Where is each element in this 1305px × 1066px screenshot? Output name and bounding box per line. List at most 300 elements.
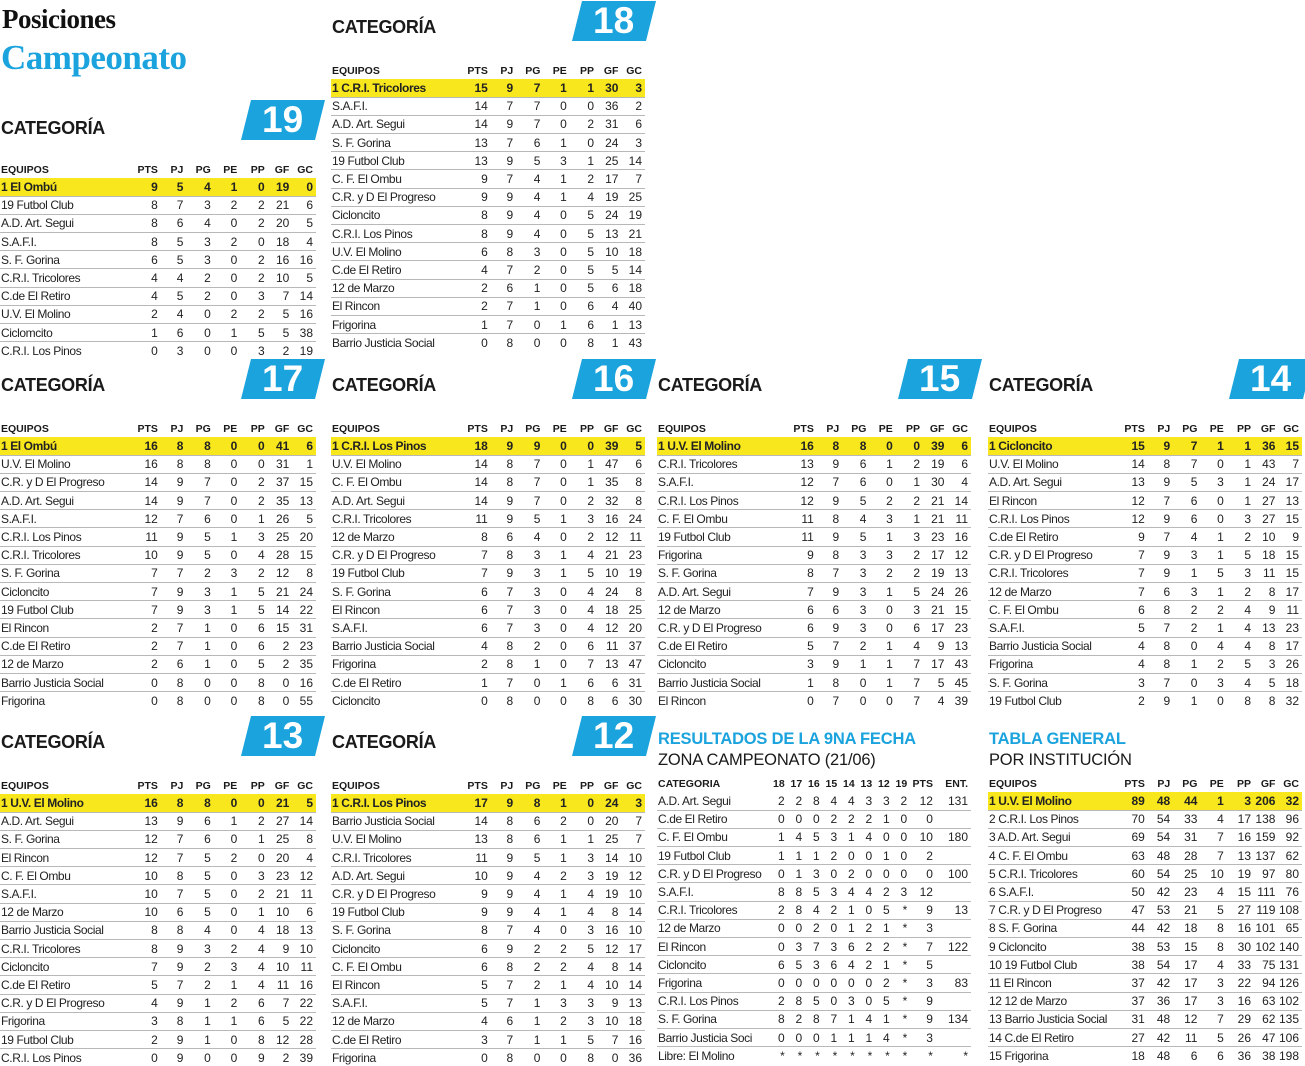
stat-cell: 30	[597, 79, 621, 97]
stat-cell: 11	[1173, 1028, 1200, 1046]
stat-cell: 0	[282, 693, 290, 708]
stat-cell: 3	[840, 992, 858, 1010]
team-name: 19 Futbol Club	[331, 564, 463, 582]
stat-cell: 6	[570, 637, 597, 655]
stat-cell: 9	[176, 1050, 184, 1065]
stat-cell: 9	[463, 188, 491, 206]
table-row	[0, 940, 316, 958]
team-name: C. F. El Ombu	[657, 510, 789, 528]
table-row	[657, 637, 971, 655]
column-header: PE	[1209, 423, 1224, 435]
stat-cell: 1	[543, 673, 569, 691]
stat-cell: 4	[186, 921, 213, 939]
team-name: El Rincon	[658, 693, 706, 708]
stat-cell: 9	[491, 867, 516, 885]
stat-cell: 21	[597, 546, 621, 564]
stat-cell: 2	[875, 938, 893, 956]
stat-cell: 1	[543, 976, 569, 994]
stat-cell: 126	[1278, 974, 1302, 992]
table-row	[331, 885, 645, 903]
stat-cell: 4	[463, 637, 491, 655]
table-row	[657, 1028, 971, 1046]
stat-cell: 5	[186, 849, 213, 867]
stat-cell: 4	[1227, 619, 1254, 637]
column-header: GC	[1283, 423, 1299, 435]
stat-cell: 0	[214, 437, 240, 455]
team-name: Ciclomcito	[0, 324, 132, 342]
stat-cell: 18	[621, 1012, 645, 1030]
stat-cell: 6	[491, 528, 516, 546]
table-row	[657, 564, 971, 582]
stat-cell: 5	[516, 510, 543, 528]
column-header: EQUIPOS	[658, 423, 706, 435]
stat-cell: 24	[597, 206, 621, 224]
stat-cell: 8	[788, 883, 806, 901]
stat-cell: 0	[570, 97, 597, 115]
column-header: GF	[603, 780, 619, 792]
stat-cell: 65	[1278, 919, 1302, 937]
stat-cell: 3	[1120, 673, 1148, 691]
table-row	[988, 992, 1302, 1010]
stat-cell: 1	[132, 324, 160, 342]
table-row	[331, 297, 645, 315]
table-row	[331, 473, 645, 491]
stat-cell	[936, 956, 971, 974]
stat-cell: 1	[240, 830, 267, 848]
column-header: PTS	[467, 423, 488, 435]
stat-cell: 3	[186, 583, 213, 601]
stat-cell: 8	[597, 903, 621, 921]
team-name: C.R. y D El Progreso	[331, 885, 463, 903]
stat-cell: 5	[597, 261, 621, 279]
stat-cell: 1	[214, 178, 240, 196]
stat-cell: *	[893, 938, 911, 956]
stat-cell: 9	[491, 225, 516, 243]
stat-cell: 7	[268, 994, 293, 1012]
stat-cell: 7	[910, 938, 936, 956]
stat-cell: 0	[840, 974, 858, 992]
stat-cell: 1	[463, 673, 491, 691]
stat-cell: 13	[1278, 492, 1302, 510]
stat-cell: 14	[132, 473, 160, 491]
stat-cell: *	[893, 1010, 911, 1028]
table-row	[657, 938, 971, 956]
table-row	[331, 940, 645, 958]
team-name: 1 C.R.I. Los Pinos	[331, 794, 463, 812]
stat-cell: 39	[923, 437, 947, 455]
stat-cell: 0	[151, 344, 158, 359]
table-row	[988, 583, 1302, 601]
results-table	[657, 776, 971, 1065]
stat-cell: 0	[204, 693, 211, 708]
stat-cell: 1	[842, 655, 869, 673]
stat-cell: 16	[132, 794, 160, 812]
header-row	[657, 776, 971, 792]
table-row	[0, 528, 316, 546]
stat-cell: 17	[1278, 583, 1302, 601]
stat-cell: 3	[621, 794, 645, 812]
stat-cell: 31	[292, 619, 316, 637]
stat-cell: 7	[1120, 583, 1148, 601]
stat-cell: 4	[947, 473, 971, 491]
stat-cell: 8	[805, 792, 823, 810]
stat-cell: 26	[1278, 655, 1302, 673]
stat-cell: 7	[1278, 455, 1302, 473]
stat-cell: 7	[1148, 673, 1173, 691]
stat-cell: 15	[1278, 564, 1302, 582]
stat-cell: 22	[292, 601, 316, 619]
stat-cell: 180	[936, 828, 971, 846]
stat-cell: 7	[491, 315, 516, 333]
stat-cell: 8	[240, 1030, 267, 1048]
team-name: S.A.F.I.	[331, 619, 463, 637]
stat-cell: 5	[789, 637, 817, 655]
stat-cell: 11	[597, 637, 621, 655]
stat-cell: 7	[132, 601, 160, 619]
table-row	[988, 828, 1302, 846]
stat-cell: 42	[1148, 883, 1173, 901]
stat-cell: 0	[869, 619, 895, 637]
stat-cell: 24	[597, 134, 621, 152]
team-name: U.V. El Molino	[331, 243, 463, 261]
stat-cell: 2	[570, 492, 597, 510]
stat-cell: 13	[621, 994, 645, 1012]
stat-cell: 9	[491, 940, 516, 958]
stat-cell: 2	[240, 214, 267, 232]
stat-cell: 4	[240, 940, 267, 958]
stat-cell: 0	[1173, 637, 1200, 655]
stat-cell: 7	[161, 637, 187, 655]
stat-cell: 8	[1148, 455, 1173, 473]
stat-cell: 5	[268, 1012, 293, 1030]
stat-cell: 6	[621, 115, 645, 133]
table-row	[331, 315, 645, 333]
team-name: A.D. Art. Segui	[331, 492, 463, 510]
stat-cell: 22	[1227, 974, 1254, 992]
stat-cell: 4	[1200, 637, 1226, 655]
table-row	[331, 546, 645, 564]
stat-cell	[936, 1028, 971, 1046]
stat-cell: 47	[621, 655, 645, 673]
stat-cell: 7	[1148, 492, 1173, 510]
stat-cell: 8	[491, 473, 516, 491]
column-header: GC	[626, 780, 642, 792]
stat-cell: 18	[1254, 546, 1278, 564]
stat-cell: *	[963, 1048, 968, 1063]
stat-cell: 27	[268, 812, 293, 830]
stat-cell: 5	[186, 903, 213, 921]
leader-row	[331, 79, 645, 97]
stat-cell: 1	[186, 637, 213, 655]
stat-cell: 12	[292, 867, 316, 885]
stat-cell: 0	[858, 901, 876, 919]
stat-cell: 3	[789, 655, 817, 673]
team-name: 3 A.D. Art. Segui	[988, 828, 1120, 846]
stat-cell: 9	[491, 188, 516, 206]
stat-cell: 43	[1254, 455, 1278, 473]
stat-cell: 36	[597, 97, 621, 115]
stat-cell: 8	[491, 655, 516, 673]
table-row	[0, 1049, 316, 1066]
stat-cell: 5	[268, 305, 293, 323]
stat-cell: 20	[292, 528, 316, 546]
stat-cell: 198	[1278, 1048, 1299, 1063]
team-name: C.R.I. Tricolores	[657, 455, 789, 473]
table-row	[0, 251, 316, 269]
stat-cell: 7	[896, 673, 923, 691]
table-row	[657, 901, 971, 919]
stat-cell: 2	[516, 261, 543, 279]
stat-cell: 55	[299, 693, 313, 708]
stat-cell: 3	[516, 243, 543, 261]
category-number: 14	[1250, 358, 1292, 399]
team-name: Libre: El Molino	[658, 1048, 735, 1063]
stat-cell: 4	[132, 287, 160, 305]
table-row	[0, 269, 316, 287]
table-row	[657, 1010, 971, 1028]
stat-cell: 9	[132, 178, 160, 196]
stat-cell: 2	[869, 492, 895, 510]
stat-cell: 2	[268, 655, 293, 673]
column-header: PE	[552, 423, 567, 435]
table-row	[331, 867, 645, 885]
stat-cell: 2	[1227, 528, 1254, 546]
stat-cell: 0	[875, 865, 893, 883]
team-name: C.R.I. Los Pinos	[657, 492, 789, 510]
stat-cell: 27	[1254, 492, 1278, 510]
team-name: 1 El Ombú	[0, 437, 132, 455]
stat-cell: 9	[491, 794, 516, 812]
stat-cell: 10	[132, 885, 160, 903]
stat-cell: 0	[516, 673, 543, 691]
stat-cell: 24	[597, 583, 621, 601]
stat-cell: 16	[597, 921, 621, 939]
team-name: C.R.I. Los Pinos	[657, 992, 770, 1010]
table-row	[988, 564, 1302, 582]
stat-cell: 27	[1120, 1028, 1148, 1046]
stat-cell: 15	[1120, 437, 1148, 455]
stat-cell: 2	[770, 901, 788, 919]
table-row	[331, 1012, 645, 1030]
stat-cell: 4	[161, 269, 187, 287]
stat-cell: 2	[788, 792, 806, 810]
stat-cell: 8	[132, 940, 160, 958]
team-name: C. F. El Ombu	[0, 867, 132, 885]
stat-cell: 1	[214, 976, 240, 994]
stat-cell: 1	[896, 510, 923, 528]
table-row	[331, 583, 645, 601]
column-header: GC	[1283, 778, 1299, 790]
team-name: Barrio Justicia Social	[331, 812, 463, 830]
stat-cell: 39	[954, 693, 968, 708]
stat-cell: 12	[132, 830, 160, 848]
table-row	[0, 546, 316, 564]
team-name: 12 de Marzo	[657, 919, 770, 937]
stat-cell: 7	[913, 693, 921, 708]
team-name: 19 Futbol Club	[0, 196, 132, 214]
stat-cell: 16	[292, 305, 316, 323]
team-name: C.R.I. Tricolores	[331, 849, 463, 867]
stat-cell: 1	[805, 847, 823, 865]
stat-cell: 10	[268, 903, 293, 921]
stat-cell: 14	[463, 97, 491, 115]
team-name: 12 de Marzo	[0, 903, 132, 921]
stat-cell: 47	[1254, 1028, 1278, 1046]
stat-cell: 14	[621, 976, 645, 994]
stat-cell: 1	[597, 315, 621, 333]
stat-cell: 140	[1278, 938, 1302, 956]
team-name: Cicloncito	[657, 956, 770, 974]
team-name: C.R.I. Tricolores	[988, 564, 1120, 582]
stat-cell: 0	[214, 455, 240, 473]
stat-cell: 2	[240, 885, 267, 903]
stat-cell: 119	[1254, 901, 1278, 919]
stat-cell: 24	[1254, 473, 1278, 491]
team-name: C. F. El Ombu	[331, 473, 463, 491]
stat-cell: 0	[543, 97, 569, 115]
stat-cell: 23	[1278, 619, 1302, 637]
stat-cell: 7	[491, 170, 516, 188]
stat-cell: 8	[186, 794, 213, 812]
stat-cell: 159	[1254, 828, 1278, 846]
column-header: GC	[626, 423, 642, 435]
stat-cell: 29	[1227, 1010, 1254, 1028]
stat-cell: 4	[240, 976, 267, 994]
stat-cell: 0	[560, 1050, 567, 1065]
stat-cell: 25	[597, 152, 621, 170]
stat-cell: 3	[842, 564, 869, 582]
stat-cell: 12	[268, 1030, 293, 1048]
stat-cell: 4	[570, 583, 597, 601]
table-row	[331, 673, 645, 691]
stat-cell: 11	[132, 528, 160, 546]
stat-cell: 2	[214, 940, 240, 958]
stat-cell: 9	[910, 1010, 936, 1028]
stat-cell: 16	[789, 437, 817, 455]
stat-cell: 6	[1173, 492, 1200, 510]
stat-cell: 0	[214, 921, 240, 939]
team-name: 19 Futbol Club	[0, 601, 132, 619]
stat-cell: 6	[1148, 583, 1173, 601]
stat-cell: 9	[463, 885, 491, 903]
stat-cell: 0	[893, 828, 911, 846]
stat-cell: 9	[491, 115, 516, 133]
stat-cell: 1	[214, 324, 240, 342]
stat-cell: 5	[463, 994, 491, 1012]
team-name: C.R. y D El Progreso	[988, 546, 1120, 564]
column-header: GC	[626, 65, 642, 77]
column-header: PJ	[1157, 778, 1171, 790]
table-row	[0, 921, 316, 939]
table-row	[988, 1010, 1302, 1028]
stat-cell: 7	[1200, 847, 1226, 865]
stat-cell: 17	[923, 619, 947, 637]
stat-cell: 40	[621, 297, 645, 315]
stat-cell: 8	[491, 243, 516, 261]
column-header: PP	[1237, 423, 1252, 435]
stat-cell: 0	[214, 546, 240, 564]
stat-cell: 50	[1120, 883, 1148, 901]
header-row	[988, 421, 1302, 437]
stat-cell: 16	[268, 251, 293, 269]
stat-cell: 8	[516, 794, 543, 812]
stat-cell: 44	[1173, 792, 1200, 810]
stat-cell: 0	[858, 992, 876, 1010]
stat-cell: 9	[161, 1030, 187, 1048]
stat-cell: 5	[132, 976, 160, 994]
stat-cell: 16	[292, 673, 316, 691]
stat-cell: 11	[947, 510, 971, 528]
table-row	[331, 830, 645, 848]
stat-cell: 19	[1227, 865, 1254, 883]
stat-cell: 1	[240, 510, 267, 528]
stat-cell: 2	[186, 564, 213, 582]
stat-cell: 0	[805, 1028, 823, 1046]
stat-cell: 7	[186, 473, 213, 491]
stat-cell: 3	[186, 196, 213, 214]
table-row	[657, 1047, 971, 1065]
team-name: 19 Futbol Club	[657, 847, 770, 865]
team-name: Frigorina	[331, 315, 463, 333]
general-title: TABLA GENERAL	[989, 730, 1126, 748]
column-header: PP	[580, 65, 595, 77]
stat-cell: 27	[1227, 901, 1254, 919]
stat-cell: 6	[161, 903, 187, 921]
stat-cell: 6	[570, 673, 597, 691]
team-name: A.D. Art. Segui	[657, 792, 770, 810]
stat-cell: 0	[240, 178, 267, 196]
stat-cell: 23	[947, 619, 971, 637]
stat-cell: 33	[1173, 810, 1200, 828]
table-row	[331, 279, 645, 297]
table-row	[657, 865, 971, 883]
stat-cell: 1	[875, 956, 893, 974]
stat-cell: 13	[597, 655, 621, 673]
stat-cell: 3	[516, 564, 543, 582]
stat-cell: 47	[597, 455, 621, 473]
stat-cell: 4	[516, 225, 543, 243]
stat-cell: 14	[1120, 455, 1148, 473]
stat-cell: 1	[543, 1030, 569, 1048]
team-name: El Rincon	[988, 492, 1120, 510]
stat-cell: 0	[543, 297, 569, 315]
stat-cell: 5	[910, 956, 936, 974]
team-name: El Rincon	[331, 976, 463, 994]
stat-cell: 8	[817, 437, 842, 455]
column-header: 17	[790, 778, 803, 790]
table-row	[331, 655, 645, 673]
stat-cell: 0	[543, 225, 569, 243]
stat-cell: 75	[1254, 956, 1278, 974]
stat-cell: 44	[1120, 919, 1148, 937]
stat-cell: 5	[875, 992, 893, 1010]
stat-cell: 9	[463, 903, 491, 921]
table-row	[988, 673, 1302, 691]
team-name: Barrio Justicia Soci	[657, 1028, 770, 1046]
stat-cell: 5	[292, 510, 316, 528]
stat-cell: 0	[770, 1028, 788, 1046]
stat-cell: 7	[161, 849, 187, 867]
column-header: EQUIPOS	[1, 780, 49, 792]
team-name: 10 19 Futbol Club	[988, 956, 1120, 974]
category-label: CATEGORÍA	[658, 375, 762, 395]
stat-cell: 5	[161, 287, 187, 305]
stat-cell: *	[885, 1048, 890, 1063]
stat-cell: 13	[789, 455, 817, 473]
column-header: PJ	[826, 423, 840, 435]
header-row	[0, 421, 316, 437]
column-header: EQUIPOS	[1, 423, 49, 435]
